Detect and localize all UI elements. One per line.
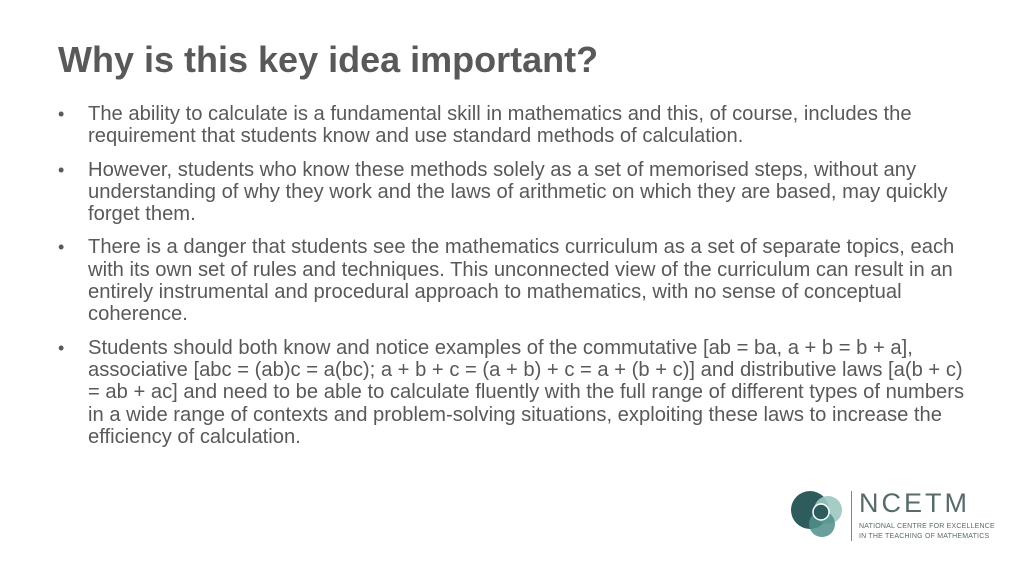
- bullet-dot-icon: •: [58, 104, 65, 124]
- logo-name: NCETM: [859, 488, 970, 518]
- bullet-dot-icon: •: [58, 237, 65, 258]
- bullet-text: However, students who know these methods solely as a set of memorised steps, without any understanding of why they work and the laws of arithmetic on which they are based, may quickly forget them.: [88, 158, 948, 226]
- logo-divider: [851, 491, 852, 541]
- bullet-text: Students should both know and notice examples of the commutative [ab = ba, a + b = b + a], associative [abc = (ab)c = a(bc); a + b + c = (a + b) + c = a + (b + c)] and distributive laws [a(b + c) = ab + ac] and need to be able to calculate fluently with the full range of different types of numbers in a wide range of contexts and problem-solving situations, exploiting these laws to increase the efficiency of calculation.: [88, 336, 965, 448]
- bullet-text: The ability to calculate is a fundamental skill in mathematics and this, of course, includes the requirement that students know and use standard methods of calculation.: [88, 103, 912, 148]
- logo-subtitle-line1: NATIONAL CENTRE FOR EXCELLENCE: [859, 523, 995, 530]
- slide-title: Why is this key idea important?: [58, 39, 599, 80]
- bullet-dot-icon: •: [58, 337, 65, 358]
- bullet-item: [58, 337, 968, 448]
- bullet-list: [58, 103, 968, 459]
- bullet-item: [58, 236, 968, 325]
- bullet-text: There is a danger that students see the mathematics curriculum as a set of separate topics, each with its own set of rules and techniques. This unconnected view of the curriculum can result in an entirely instrumental and procedural approach to mathematics, with no sense of conceptual coherence.: [88, 236, 955, 326]
- bullet-item: [58, 103, 968, 148]
- logo-subtitle-line2: IN THE TEACHING OF MATHEMATICS: [859, 533, 990, 540]
- ncetm-circles-icon: [790, 488, 846, 544]
- bullet-dot-icon: •: [58, 159, 65, 180]
- ncetm-logo: [790, 488, 995, 544]
- bullet-item: [58, 159, 968, 226]
